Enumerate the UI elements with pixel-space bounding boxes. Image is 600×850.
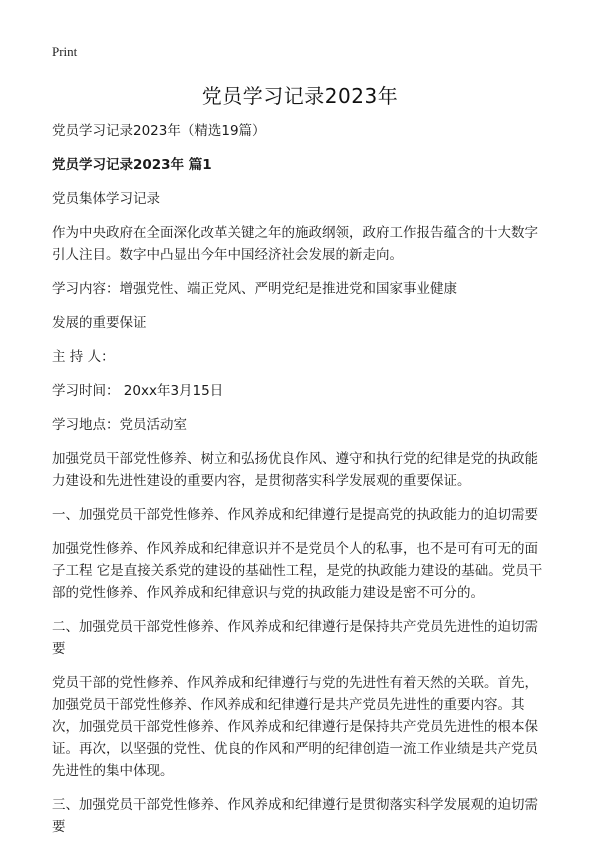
page-title: 党员学习记录2023年 — [201, 84, 399, 108]
paragraph-7: 学习地点：党员活动室 — [52, 417, 187, 433]
paragraph-10: 加强党性修养、作风养成和纪律意识并不是党员个人的私事，也不是可有可无的面子工程 它是直接关系党的建设的基础性工程，是党的执政能力建设的基础。党员干部的党性修养、作风养成和纪律意识与党的执政能力建设是密不可分的。 — [52, 541, 543, 601]
paragraph-3: 学习内容：增强党性、端正党风、严明党纪是推进党和国家事业健康 — [52, 281, 457, 297]
paragraph-4: 发展的重要保证 — [52, 315, 147, 331]
paragraph-13: 三、加强党员干部党性修养、作风养成和纪律遵行是贯彻落实科学发展观的迫切需要 — [52, 797, 538, 835]
print-link[interactable]: Print — [52, 44, 78, 59]
section-heading: 党员学习记录2023年 篇1 — [52, 157, 212, 173]
paragraph-9: 一、加强党员干部党性修养、作风养成和纪律遵行是提高党的执政能力的迫切需要 — [52, 507, 538, 523]
paragraph-12: 党员干部的党性修养、作风养成和纪律遵行与党的先进性有着天然的关联。首先，加强党员干部党性修养、作风养成和纪律遵行是共产党员先进性的重要内容。其次，加强党员干部党性修养、作风养成和纪律遵行是保持共产党员先进性的根本保证。再次，以坚强的党性、优良的作风和严明的纪律创造一流工作业绩是共产党员先进性的集中体现。 — [52, 675, 538, 779]
subtitle: 党员学习记录2023年（精选19篇） — [52, 123, 266, 139]
paragraph-1: 党员集体学习记录 — [52, 191, 160, 207]
article-body — [52, 120, 548, 850]
paragraph-8: 加强党员干部党性修养、树立和弘扬优良作风、遵守和执行党的纪律是党的执政能力建设和先进性建设的重要内容，是贯彻落实科学发展观的重要保证。 — [52, 451, 538, 489]
paragraph-5: 主 持 人： — [52, 349, 115, 365]
paragraph-11: 二、加强党员干部党性修养、作风养成和纪律遵行是保持共产党员先进性的迫切需要 — [52, 619, 538, 657]
paragraph-6: 学习时间： 20xx年3月15日 — [52, 383, 224, 399]
paragraph-2: 作为中央政府在全面深化改革关键之年的施政纲领，政府工作报告蕴含的十大数字引人注目。数字中凸显出今年中国经济社会发展的新走向。 — [52, 225, 538, 263]
